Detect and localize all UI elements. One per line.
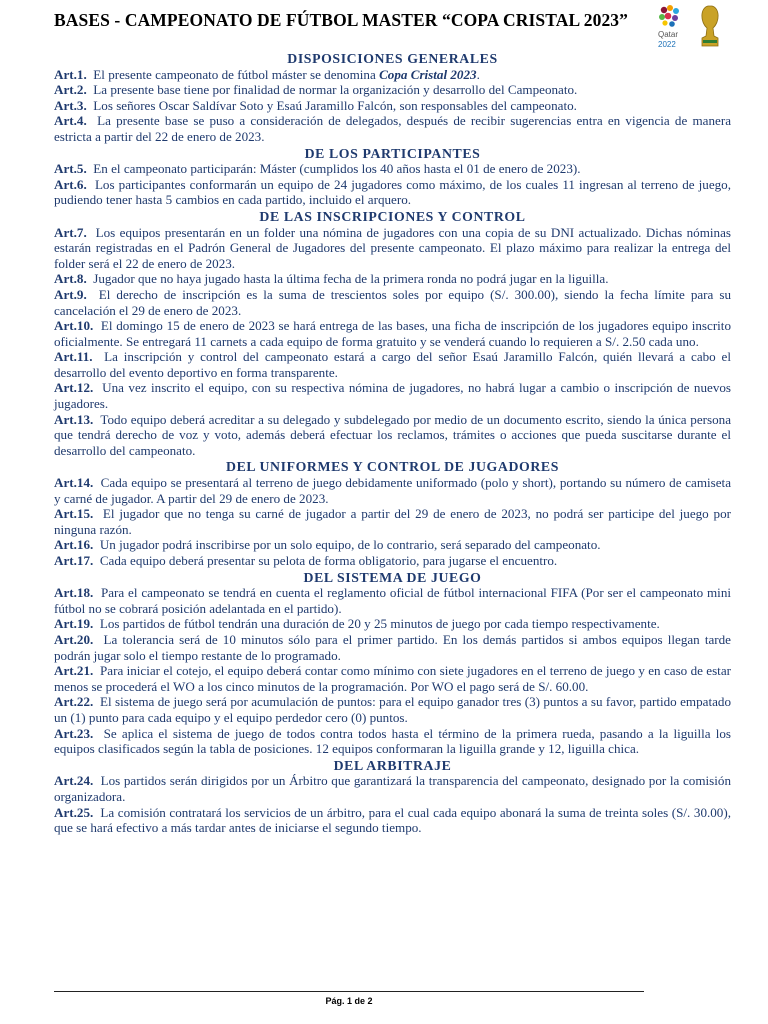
article (54, 98, 731, 114)
article (54, 287, 731, 318)
article-number: Art.25. (54, 804, 94, 820)
article-text: El jugador que no tenga su carné de jugador a partir del 29 de enero de 2023, no podrá ser participe del juego por ninguna razón. (54, 506, 732, 537)
article-text: Jugador que no haya jugado hasta la última fecha de la primera ronda no podrá jugar en la liguilla. (93, 271, 609, 287)
article-text: Los señores Oscar Saldívar Soto y Esaú Jaramillo Falcón, son responsables del campeonato. (93, 97, 577, 113)
article-text: La comisión contratará los servicios de un árbitro, para el cual cada equipo abonará la suma de treinta soles (S/. 30.00), que se hará efectivo a más tardar antes de iniciarse el segundo tiempo. (54, 804, 731, 836)
article-text: Los partidos de fútbol tendrán una duración de 20 y 25 minutos de juego por cada tiempo respectivamente. (99, 616, 660, 632)
article-text: Una vez inscrito el equipo, con su respectiva nómina de jugadores, no habrá lugar a cambio o inscripción de nuevos jugadores. (54, 380, 732, 412)
page-number: Pág. 1 de 2 (325, 996, 373, 1006)
article-text: Los participantes conformarán un equipo de 24 jugadores como máximo, de los cuales 11 ingresan al terreno de juego, pudiendo tener hasta 5 cambios en cada partido, incluido el arquero. (54, 176, 732, 208)
section-heading: DEL SISTEMA DE JUEGO (303, 569, 482, 585)
qatar-2022-logo (650, 2, 732, 52)
footer-divider (54, 991, 644, 992)
article-text: Todo equipo deberá acreditar a su delegado y subdelegado por medio de un documento escrito, siendo la única persona que tendrá derecho de voz y voto, además deberá efectuar los reclamos, trámites o acciones que pueda suscitarse durante el desarrollo del campeonato. (54, 411, 732, 458)
article-text: Cada equipo se presentará al terreno de juego debidamente uniformado (polo y short), portando su número de camiseta y carné de jugador. A partir del 29 de enero de 2023. (54, 475, 732, 506)
article-text: El derecho de inscripción es la suma de trescientos soles por equipo (S/. 300.00), siendo la fecha límite para su cancelación el 29 de enero de 2023. (54, 286, 732, 318)
article-text: El sistema de juego será por acumulación de puntos: para el equipo ganador tres (3) puntos a su favor, partido empatado un (1) punto para cada equipo y el equipo perdedor cero (0) puntos. (54, 694, 732, 725)
section-heading: DEL UNIFORMES Y CONTROL DE JUGADORES (226, 459, 559, 475)
article-text: Para iniciar el cotejo, el equipo deberá contar como mínimo con siete jugadores en el terreno de juego y en caso de estar menos se procederá el WO a los cinco minutos de la programación. Por WO el pago será de S/. 60.00. (54, 663, 731, 694)
svg-text:Qatar: Qatar (658, 30, 679, 39)
article (54, 616, 731, 632)
section-heading: DE LOS PARTICIPANTES (304, 145, 481, 161)
svg-text:2022: 2022 (658, 40, 676, 49)
article-number: Art.5. (54, 161, 87, 177)
article-number: Art.18. (54, 585, 94, 601)
article-number: Art.3. (54, 97, 87, 113)
article (54, 553, 731, 569)
article-text: La tolerancia será de 10 minutos sólo para el primer partido. En los demás partidos si ambos equipos llegan tarde podrán jugar solo el tiempo restante de lo programado. (54, 631, 731, 663)
article (54, 663, 731, 694)
article-text: Se aplica el sistema de juego de todos contra todos hasta el término de la primera rueda, pasando a la liguilla los equipos clasificados según la tabla de posiciones. 12 equipos conformaran la liguilla grande y 12, liguilla chica. (54, 725, 731, 757)
document-body (54, 50, 731, 836)
article (54, 694, 731, 725)
article (54, 349, 731, 380)
article-number: Art.6. (54, 176, 87, 192)
article-number: Art.17. (54, 553, 94, 568)
article-number: Art.14. (54, 475, 94, 491)
article-number: Art.21. (54, 663, 94, 679)
article (54, 632, 731, 663)
article-number: Art.19. (54, 616, 94, 632)
article (54, 805, 731, 836)
article (54, 537, 731, 553)
article-number: Art.24. (54, 773, 94, 789)
article-text-end: . (476, 66, 480, 82)
article-number: Art.20. (54, 631, 94, 647)
article-number: Art.13. (54, 411, 94, 427)
article (54, 726, 731, 757)
article-number: Art.16. (54, 537, 94, 553)
article-text: La inscripción y control del campeonato estará a cargo del señor Esaú Jaramillo Falcón, quién llevará a cabo el desarrollo del evento deportivo en forma transparente. (54, 349, 731, 380)
championship-name: Copa Cristal 2023 (379, 66, 477, 82)
article (54, 585, 731, 616)
article (54, 271, 731, 287)
article-text: Los partidos serán dirigidos por un Árbitro que garantizará la transparencia del campeonato, designado por la comisión organizadora. (54, 773, 731, 804)
article-number: Art.15. (54, 506, 94, 522)
article-text: Los equipos presentarán en un folder una nómina de jugadores con una copia de su DNI actualizado. Dichas nóminas estarán registradas en el Padrón General de Jugadores del presente campeonato. El plazo máximo para realizar la entrega del folder será el 22 de enero de 2023. (54, 224, 732, 271)
article (54, 773, 731, 804)
article-number: Art.8. (54, 271, 87, 287)
article-number: Art.10. (54, 318, 94, 334)
article-number: Art.7. (54, 224, 87, 240)
article (54, 113, 731, 144)
article (54, 318, 731, 349)
article-text: La presente base se puso a consideración de delegados, después de recibir sugerencias entra en vigencia de manera estricta a partir del 22 de enero de 2023. (54, 113, 732, 144)
article (54, 412, 731, 459)
article (54, 506, 731, 537)
article-number: Art.1. (54, 66, 87, 82)
qatar-emblem-icon (659, 5, 679, 27)
article-number: Art.23. (54, 725, 94, 741)
article (54, 380, 731, 411)
world-cup-trophy-icon (702, 6, 718, 46)
article (54, 225, 731, 272)
article-text: La presente base tiene por finalidad de normar la organización y desarrollo del Campeonato. (93, 82, 578, 98)
article (54, 82, 731, 98)
section-heading: DISPOSICIONES GENERALES (287, 51, 498, 66)
article (54, 177, 731, 208)
article (54, 161, 731, 177)
article-text: Un jugador podrá inscribirse por un solo equipo, de lo contrario, será separado del campeonato. (99, 537, 601, 553)
article (54, 475, 731, 506)
article-number: Art.22. (54, 694, 94, 710)
section-heading: DEL ARBITRAJE (333, 757, 452, 773)
article-text: El presente campeonato de fútbol máster se denomina (93, 66, 380, 82)
article-number: Art.11. (54, 349, 93, 365)
section-heading: DE LAS INSCRIPCIONES Y CONTROL (259, 208, 526, 224)
article-number: Art.4. (54, 113, 87, 129)
article-number: Art.9. (54, 286, 87, 302)
article-text: El domingo 15 de enero de 2023 se hará entrega de las bases, una ficha de inscripción de los jugadores equipo inscrito oficialmente. Se entregará 11 carnets a cada equipo de forma gratuito y se venderá cuando lo requieren a S/. 2.50 cada uno. (54, 318, 731, 349)
document-title: BASES - CAMPEONATO DE FÚTBOL MASTER “COPA CRISTAL 2023” (54, 10, 629, 30)
article-number: Art.2. (54, 82, 87, 98)
article-number: Art.12. (54, 380, 94, 396)
article-text: Cada equipo deberá presentar su pelota de forma obligatorio, para jugarse el encuentro. (99, 553, 558, 568)
article-text: Para el campeonato se tendrá en cuenta el reglamento oficial de fútbol internacional FIFA (Por ser el campeonato mini fútbol no se cobrará posición adelantada en el partido). (54, 585, 732, 616)
article-text: En el campeonato participarán: Máster (cumplidos los 40 años hasta el 01 de enero de 2023). (93, 161, 581, 177)
article (54, 67, 731, 83)
